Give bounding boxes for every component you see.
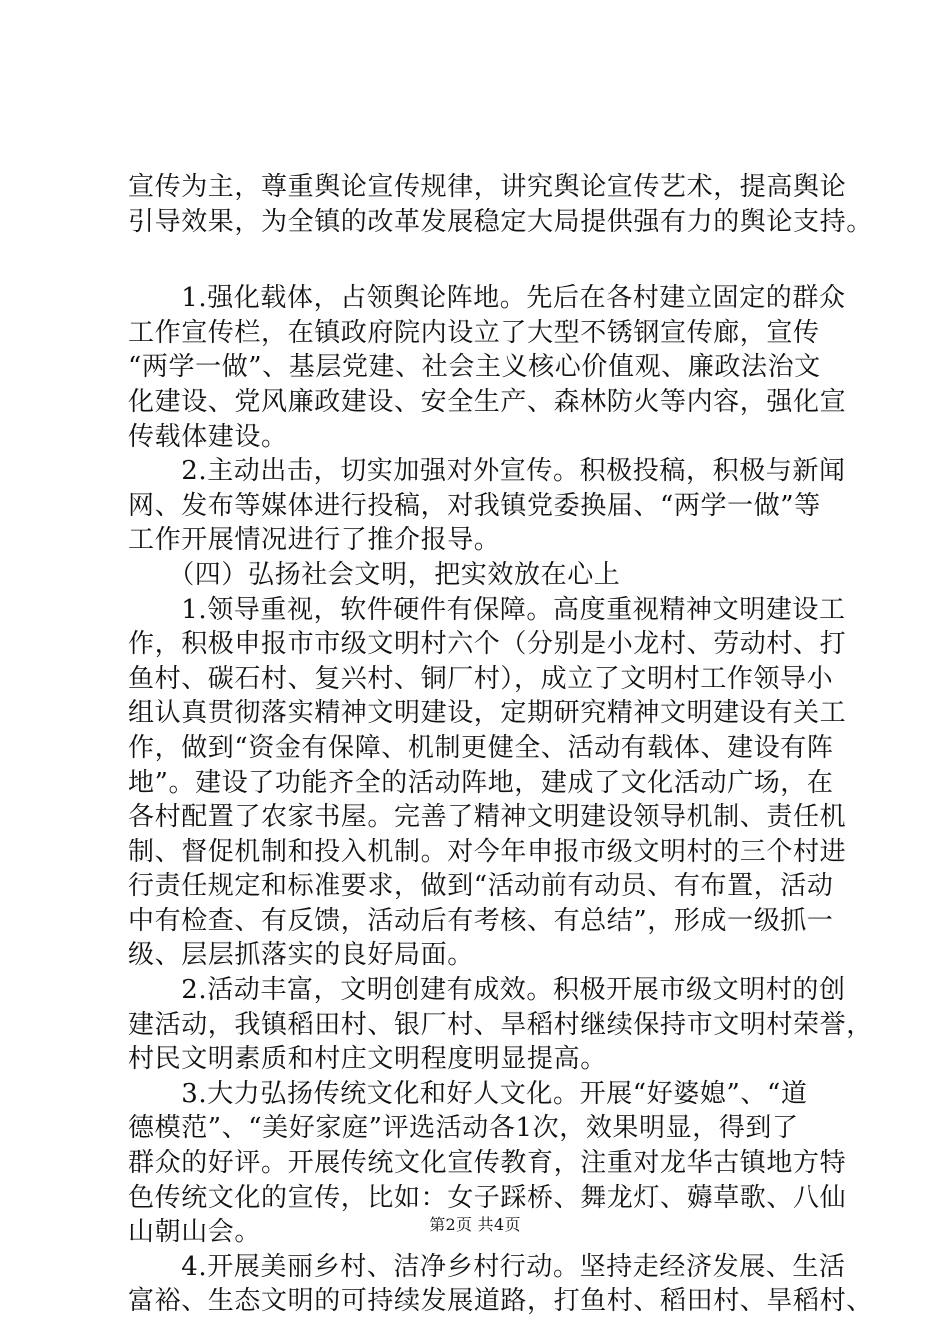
text-line: 群众的好评。开展传统文化宣传教育，注重对龙华古镇地方特 — [128, 1148, 847, 1179]
text-line: 制、督促机制和投入机制。对今年申报市级文明村的三个村进 — [128, 836, 847, 867]
text-line: 作，积极申报市市级文明村六个（分别是小龙村、劳动村、打 — [128, 629, 847, 660]
text-line: 4.开展美丽乡村、洁净乡村行动。坚持走经济发展、生活 — [128, 1251, 846, 1282]
text-line: 1.领导重视，软件硬件有保障。高度重视精神文明建设工 — [128, 594, 846, 625]
text-line: 化建设、党风廉政建设、安全生产、森林防火等内容，强化宣 — [128, 386, 847, 417]
text-line: 建活动，我镇稻田村、银厂村、旱稻村继续保持市文明村荣誉， — [128, 1009, 873, 1040]
main-text — [128, 281, 873, 1319]
text-line: 村民文明素质和村庄文明程度明显提高。 — [128, 1044, 607, 1075]
paragraph-gap — [128, 239, 852, 281]
text-line: 行责任规定和标准要求，做到“活动前有动员、有布置，活动 — [128, 871, 834, 902]
text-line: 山朝山会。 — [128, 1217, 262, 1248]
page-number: 第2页 共4页 — [429, 1215, 521, 1234]
text-line: 德模范”、“美好家庭”评选活动各1次，效果明显，得到了 — [128, 1113, 799, 1144]
text-line: 宣传为主，尊重舆论宣传规律，讲究舆论宣传艺术，提高舆论 — [128, 172, 847, 202]
section-heading: （四）弘扬社会文明，把实效放在心上 — [128, 559, 621, 590]
text-line: 鱼村、碳石村、复兴村、铜厂村），成立了文明村工作领导小 — [128, 663, 834, 694]
text-line: 工作开展情况进行了推介报导。 — [128, 525, 501, 556]
document-body — [128, 170, 873, 1319]
text-line: 各村配置了农家书屋。完善了精神文明建设领导机制、责任机 — [128, 802, 847, 833]
text-line: 网、发布等媒体进行投稿，对我镇党委换届、“两学一做”等 — [128, 490, 821, 521]
text-line: 引导效果，为全镇的改革发展稳定大局提供强有力的舆论支持。 — [128, 206, 873, 237]
text-line: “两学一做”、基层党建、社会主义核心价值观、廉政法治文 — [128, 352, 821, 383]
text-line: 1.强化载体，占领舆论阵地。先后在各村建立固定的群众 — [128, 283, 846, 314]
paragraph-continuation — [128, 170, 873, 239]
text-line: 地”。建设了功能齐全的活动阵地，建成了文化活动广场，在 — [128, 767, 834, 798]
text-line: 组认真贯彻落实精神文明建设，定期研究精神文明建设有关工 — [128, 698, 847, 729]
text-line: 2.活动丰富，文明创建有成效。积极开展市级文明村的创 — [128, 975, 846, 1006]
text-line: 2.主动出击，切实加强对外宣传。积极投稿，积极与新闻 — [128, 456, 846, 487]
text-line: 作，做到“资金有保障、机制更健全、活动有载体、建设有阵 — [128, 732, 834, 763]
text-line: 富裕、生态文明的可持续发展道路，打鱼村、稻田村、旱稻村、 — [128, 1286, 873, 1317]
text-line: 色传统文化的宣传，比如：女子踩桥、舞龙灯、薅草歌、八仙 — [128, 1182, 847, 1213]
text-line: 传载体建设。 — [128, 421, 288, 452]
text-line: 工作宣传栏，在镇政府院内设立了大型不锈钢宣传廊，宣传 — [128, 317, 820, 348]
text-line: 3.大力弘扬传统文化和好人文化。开展“好婆媳”、“道 — [128, 1078, 808, 1109]
text-line: 中有检查、有反馈，活动后有考核、有总结”，形成一级抓一 — [128, 905, 834, 936]
text-line: 级、层层抓落实的良好局面。 — [128, 940, 474, 971]
